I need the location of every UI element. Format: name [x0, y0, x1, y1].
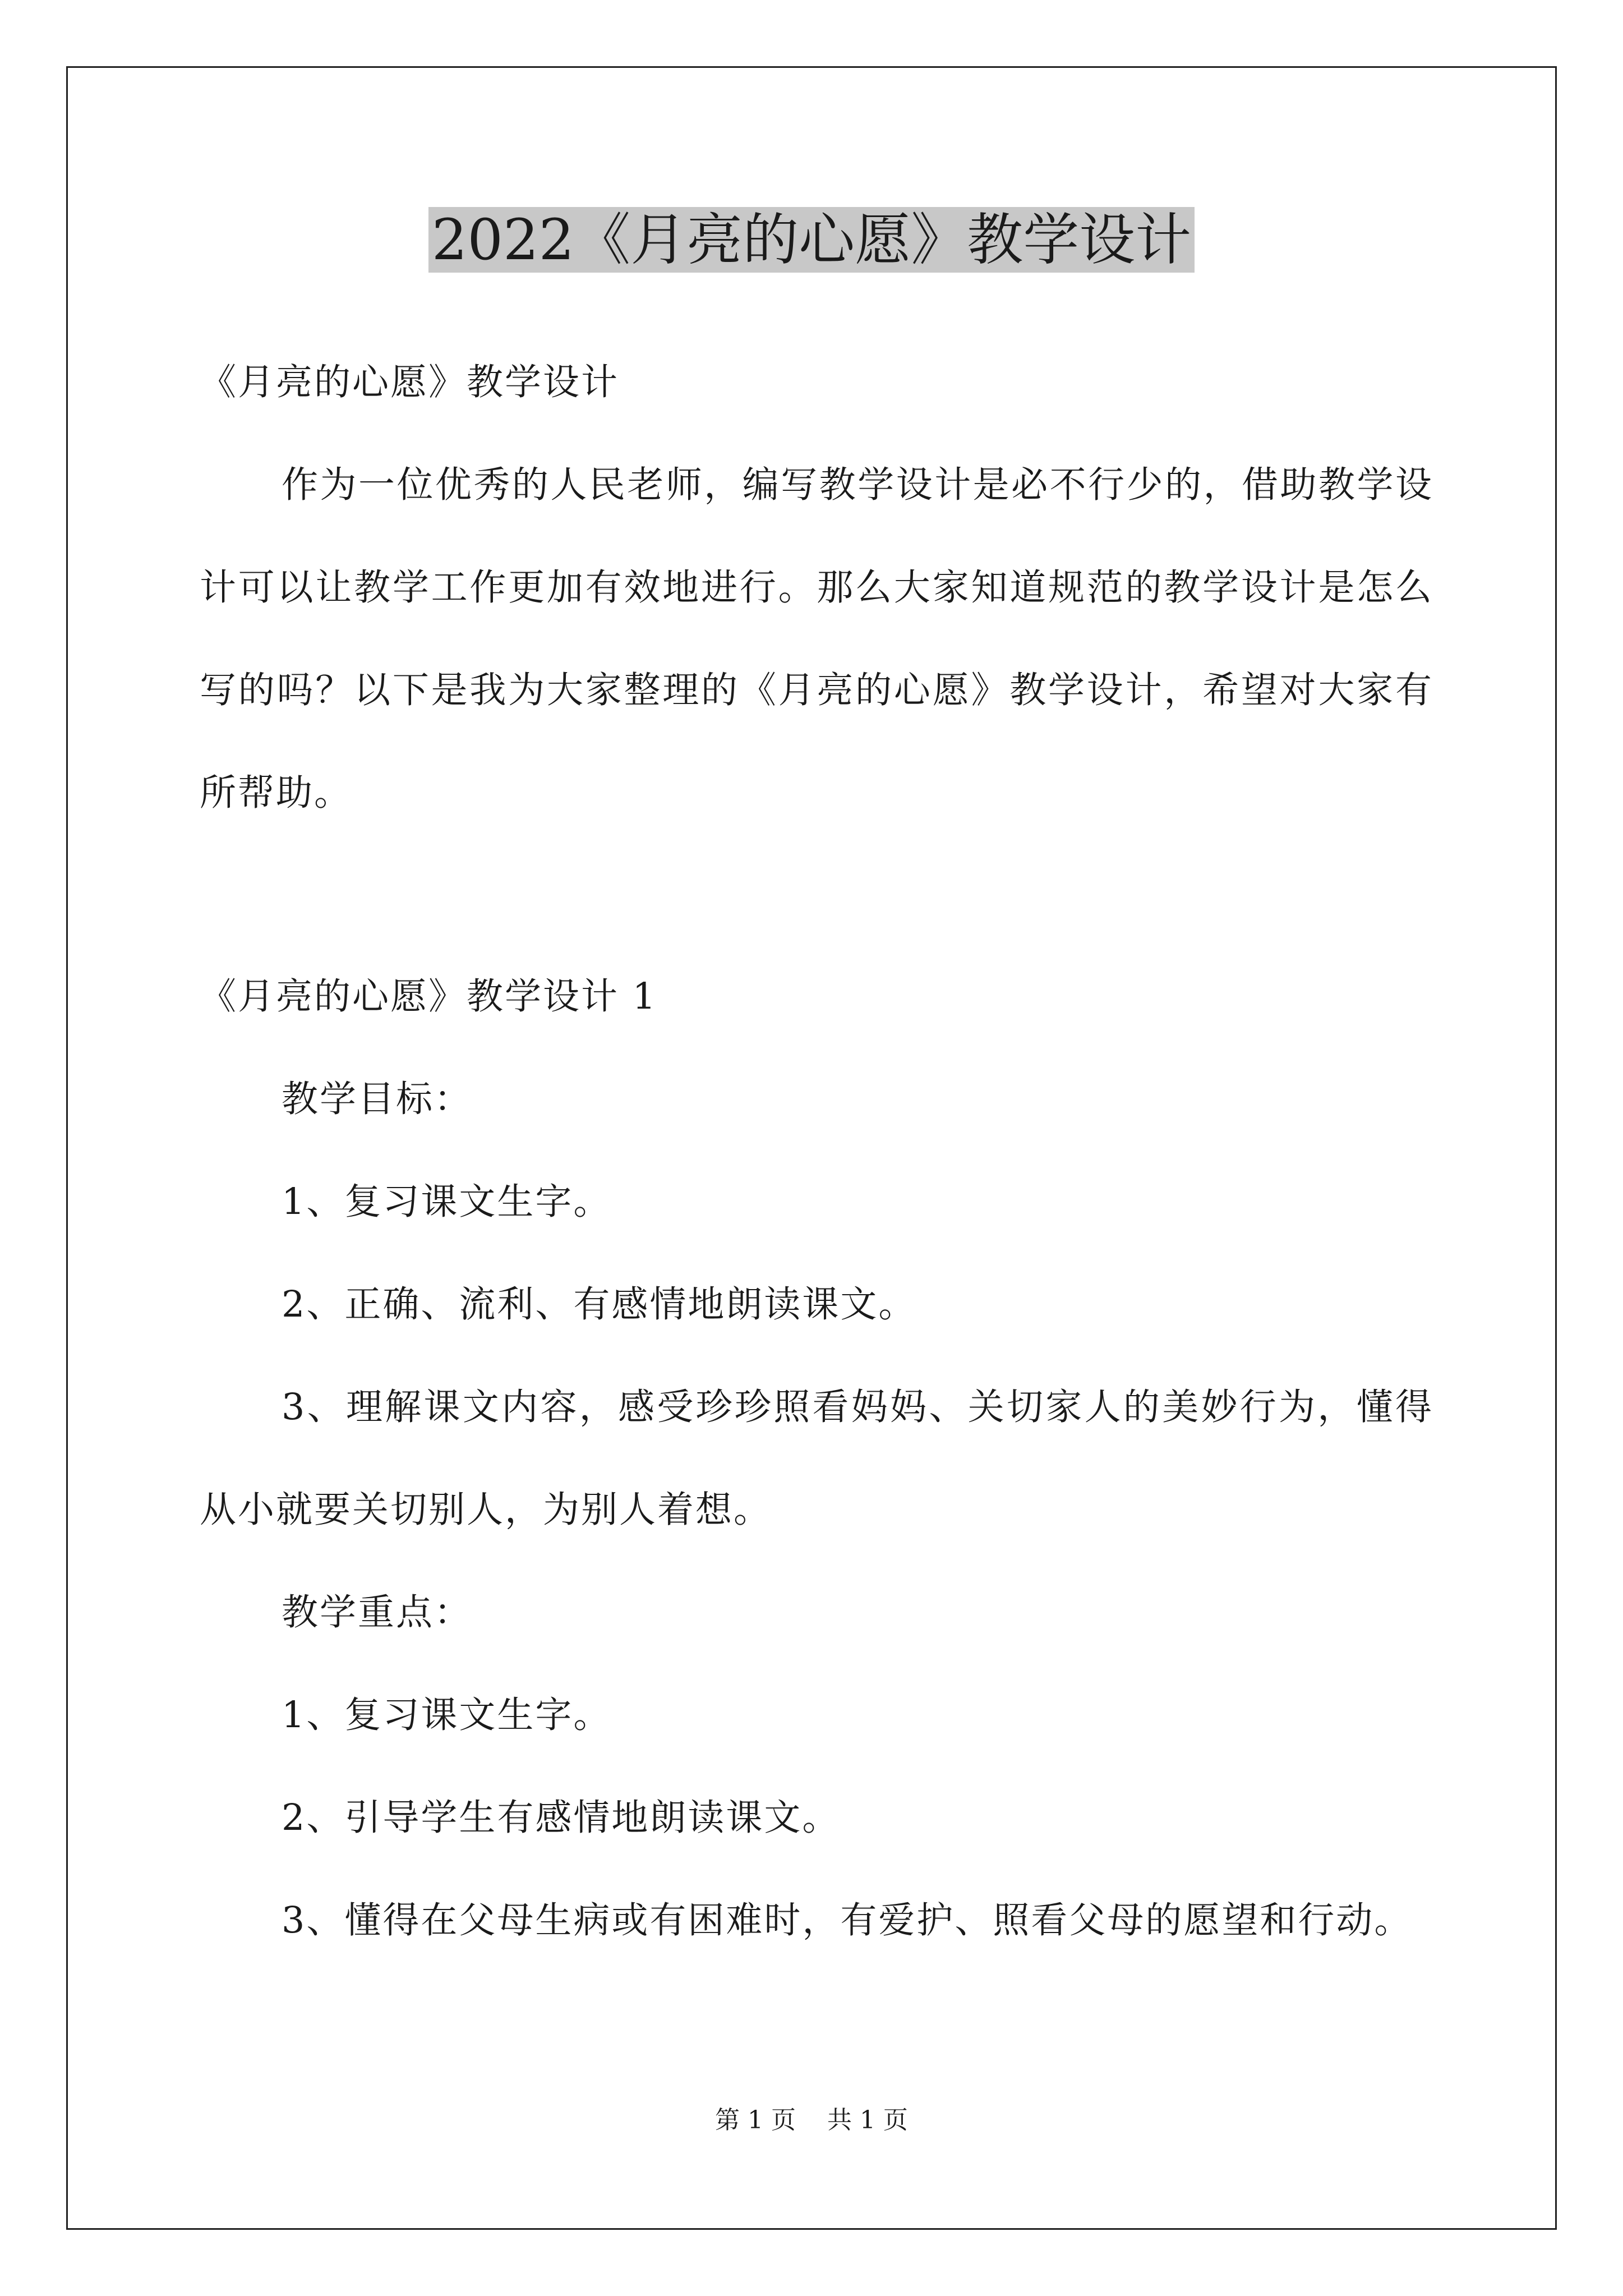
goal-item: 1、复习课文生字。	[282, 1181, 612, 1223]
keypoint-item: 2、引导学生有感情地朗读课文。	[282, 1797, 841, 1839]
page-footer: 第 1 页 共 1 页	[715, 2106, 908, 2134]
document-title-text: 2022《月亮的心愿》教学设计	[428, 207, 1195, 273]
keypoints-label: 教学重点：	[282, 1591, 473, 1634]
keypoint-item: 3、懂得在父母生病或有困难时，有爱护、照看父母的愿望和行动。	[282, 1899, 1413, 1941]
section-spacer	[200, 844, 1433, 945]
intro-paragraph: 作为一位优秀的人民老师，编写教学设计是必不行少的，借助教学设计可以让教学工作更加有效地进行。那么大家知道规范的教学设计是怎么写的吗？以下是我为大家整理的《月亮的心愿》教学设计，希望对大家有所帮助。	[200, 464, 1433, 814]
goals-label: 教学目标：	[282, 1078, 473, 1120]
section-heading: 《月亮的心愿》教学设计 1	[200, 976, 658, 1018]
goal-item: 3、理解课文内容，感受珍珍照看妈妈、关切家人的美妙行为，懂得从小就要关切别人，为别人着想。	[200, 1386, 1433, 1531]
document-title	[0, 201, 1623, 279]
document-body	[200, 331, 1433, 1972]
goal-item: 2、正确、流利、有感情地朗读课文。	[282, 1283, 917, 1326]
document-subtitle: 《月亮的心愿》教学设计	[200, 361, 620, 403]
keypoint-item: 1、复习课文生字。	[282, 1694, 612, 1736]
